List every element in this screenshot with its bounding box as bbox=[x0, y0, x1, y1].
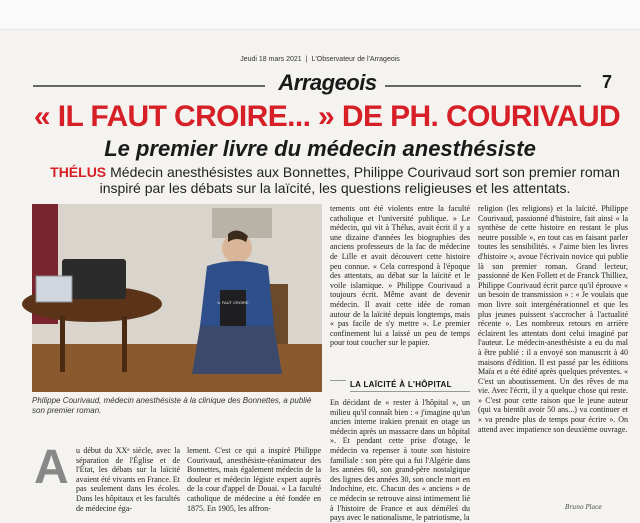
body-paragraph: tements ont été violents entre la faculté catholique et l'université publique. » Le médecin, qui vit à Thélus, avait écrit il y a une dizaine d'années les biographies des anciens professeurs de la fac de médecine de Lille et avait découvert cette histoire peu connue. « Cela correspond à l'époque des attentats, au débat sur la laïcité et le voile islamique. » Philippe Courivaud a toujours écrit. Même avant de devenir médecin. Il avait cette idée de roman autour de la laïcité depuis longtemps, mais « pas facile de s'y mettre ». Le premier confinement lui a laissé un peu de temps pour tout coucher sur le papier. bbox=[330, 204, 470, 348]
photo-table-leg bbox=[60, 316, 65, 372]
rubric-rule-right bbox=[385, 85, 581, 87]
body-column-3-top bbox=[330, 204, 470, 348]
body-column-1 bbox=[76, 446, 180, 513]
photo-book-title: IL FAUT CROIRE bbox=[217, 300, 249, 305]
photo-table-leg bbox=[122, 316, 127, 372]
drop-cap: A bbox=[34, 441, 69, 494]
photo-caption: Philippe Courivaud, médecin anesthésiste à la clinique des Bonnettes, a publié son premier roman. bbox=[32, 396, 312, 415]
newspaper-page bbox=[0, 30, 640, 523]
subhead: Le premier livre du médecin anesthésiste bbox=[104, 136, 536, 161]
rubric-rule-left bbox=[33, 85, 265, 87]
lead-text: Médecin anesthésistes aux Bonnettes, Philippe Courivaud sort son premier roman inspiré par les débats sur la laïcité, les questions religieuses et les attentats. bbox=[99, 164, 620, 196]
photo-book bbox=[220, 290, 246, 326]
body-paragraph: u début du XXᵉ siècle, avec la séparation de l'Église et de l'État, les débats sur la laïcité avaient été vivants en France. Et pas seulement dans les écoles. Dans les hôpitaux et les facultés de médecine éga- bbox=[76, 446, 180, 513]
photo-illustration bbox=[32, 204, 322, 392]
section-title-rule bbox=[330, 380, 346, 389]
kicker: THÉLUS bbox=[50, 164, 107, 180]
body-column-3-bottom bbox=[330, 398, 470, 523]
author-signature: Bruno Place bbox=[565, 504, 602, 511]
section-title: LA LAÏCITÉ À L'HÔPITAL bbox=[350, 380, 470, 392]
article-photo bbox=[32, 204, 322, 392]
newspaper-name: L'Observateur de l'Arrageois bbox=[311, 56, 400, 63]
dateline bbox=[0, 56, 640, 63]
dateline-separator: | bbox=[305, 56, 308, 63]
body-paragraph: lement. C'est ce qui a inspiré Philippe Courivaud, anesthésiste-réanimateur des Bonnettes, mais également médecin de la douleur et médecin légiste expert auprès de la cour d'appel de Douai. « La faculté catholique de médecine a été fondée en 1875. En 1905, les affron- bbox=[187, 446, 321, 513]
top-bar bbox=[0, 0, 640, 30]
body-column-4 bbox=[478, 204, 628, 434]
page-number: 7 bbox=[602, 72, 613, 92]
body-paragraph: religion (les religions) et la laïcité. Philippe Courivaud, passionné d'histoire, fait ainsi « la synthèse de cette histoire en restant le plus neutre possible », en tout cas en faisant parler toutes les sensibilités. « J'aime bien les livres d'histoire », avoue l'écrivain novice qui publie là son premier roman. Grand lecteur, passionné de Ken Follett et de Franck Thilliez, Philippe Courivaud écrit parce qu'il éprouve « un besoin de transmission » : « Je voulais que mon livre soit intergénérationnel et que les plus jeunes puissent s'accrocher à l'actualité récente ». Les nombreux retours en arrière éclairent les attentats dont celui imaginé par l'auteur. Le médecin-anesthésiste a eu du mal à être publié : il a envoyé son manuscrit à 40 maisons d'édition. Il est passé par les éditions Maïa et a été édité après quelques préventes. « C'est un aboutissement. Un des rêves de ma vie. Avec l'écrit, il y a quelque chose qui reste. » C'est pour cette raison que le jeune auteur (qui va bientôt avoir 50 ans...) va continuer et « va prendre plus de temps pour écrire ». On attend avec impatience son deuxième ouvrage. bbox=[478, 204, 628, 434]
headline: « IL FAUT CROIRE... » DE PH. COURIVAUD bbox=[33, 100, 621, 133]
date: Jeudi 18 mars 2021 bbox=[240, 56, 302, 63]
body-column-2 bbox=[187, 446, 321, 513]
photo-laptop bbox=[36, 276, 72, 302]
section-rubric: Arrageois bbox=[278, 70, 377, 95]
lead-paragraph bbox=[40, 164, 630, 196]
photo-person-jeans bbox=[192, 326, 282, 374]
body-paragraph: En décidant de « rester à l'hôpital », un milieu qu'il connaît bien : « j'imagine qu'un ancien interne irakien prenait en otage un médecin après un massacre dans un hôpital ». Et pendant cette prise d'otage, le médecin va repenser à toute son histoire familiale : son père qui a fui l'Algérie dans les années 60, son grand-père nostalgique des lignes des années 30, son oncle mort en Indochine, etc. Chacun des « anciens » de ce médecin se retrouve ainsi intimement lié à l'histoire de France et aux déméleś du pays avec le nationalisme, le patriotisme, la bbox=[330, 398, 470, 523]
